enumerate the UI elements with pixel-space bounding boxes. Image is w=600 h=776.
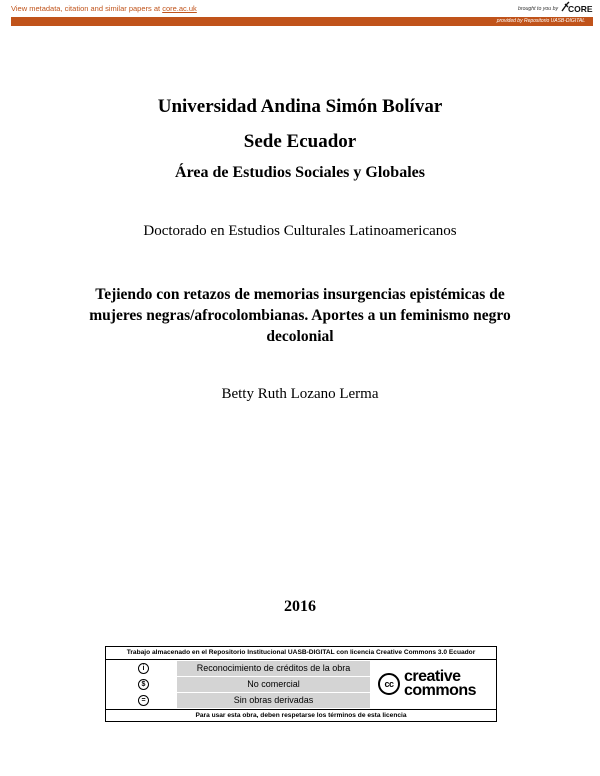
cc-word-commons: commons: [404, 682, 477, 699]
area-name: Área de Estudios Sociales y Globales: [175, 164, 425, 181]
core-provided-text[interactable]: provided by Repositorio UASB-DIGITAL: [496, 18, 585, 24]
author-name: Betty Ruth Lozano Lerma: [221, 386, 379, 402]
license-term-noncommercial: No comercial: [177, 677, 370, 692]
cc-icon: cc: [378, 673, 400, 695]
license-term-attribution: Reconocimiento de créditos de la obra: [177, 661, 370, 676]
license-header: Trabajo almacenado en el Repositorio Institucional UASB-DIGITAL con licencia Creative Commons 3.0 Ecuador: [106, 647, 496, 660]
noderivatives-icon: =: [138, 695, 149, 706]
core-banner: [0, 0, 600, 28]
thesis-title: Tejiendo con retazos de memorias insurgencias epistémicas de mujeres negras/afrocolombianas. Aportes a un feminismo negro decolonial: [89, 286, 511, 345]
cc-word-creative: creative: [404, 668, 461, 685]
core-provided-bar: [11, 17, 593, 26]
year: 2016: [284, 598, 316, 615]
core-brought-text: brought to you by: [518, 6, 559, 12]
core-metadata-link[interactable]: View metadata, citation and similar papers at core.ac.uk: [11, 4, 197, 13]
core-host-link[interactable]: core.ac.uk: [162, 4, 197, 13]
attribution-icon: i: [138, 663, 149, 674]
university-name: Universidad Andina Simón Bolívar: [157, 96, 443, 117]
license-term-noderivatives: Sin obras derivadas: [177, 693, 370, 708]
license-icons: [110, 661, 176, 709]
license-box: [105, 646, 497, 722]
creative-commons-logo[interactable]: [376, 667, 494, 703]
license-terms: [177, 661, 370, 709]
license-footer: Para usar esta obra, deben respetarse los términos de esta licencia: [106, 709, 496, 721]
core-logo[interactable]: CORE: [568, 4, 593, 14]
noncommercial-icon: $: [138, 679, 149, 690]
seat-name: Sede Ecuador: [243, 131, 357, 152]
program-name: Doctorado en Estudios Culturales Latinoamericanos: [143, 223, 457, 239]
